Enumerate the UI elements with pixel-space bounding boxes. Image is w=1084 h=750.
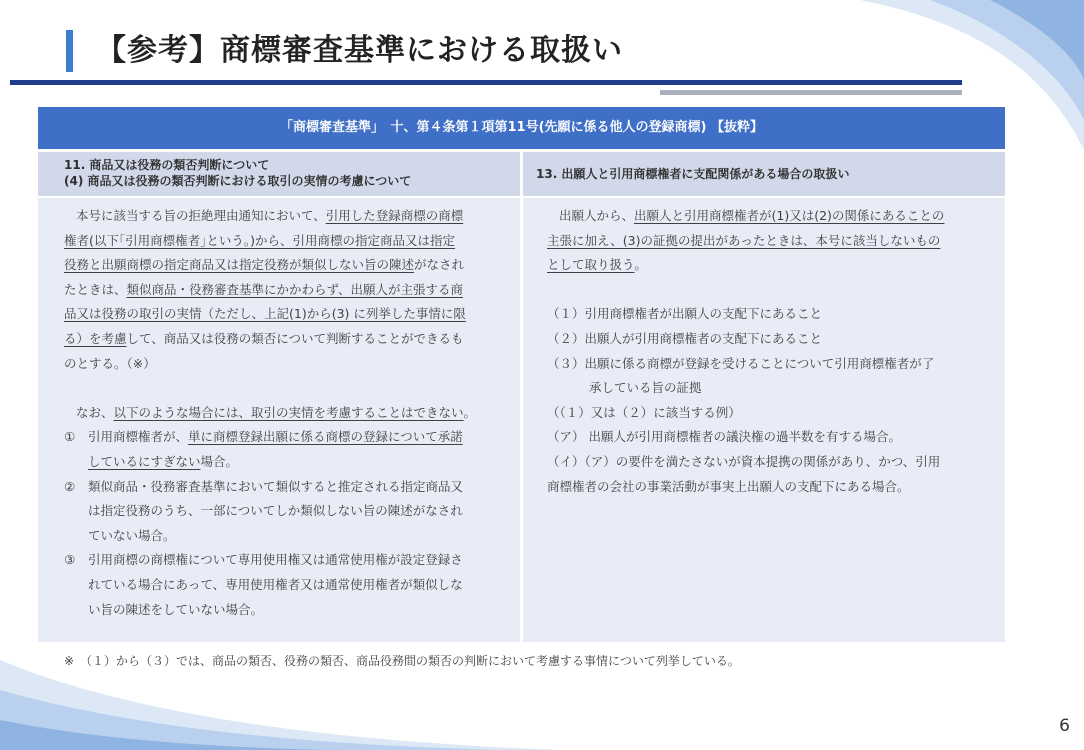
right-column-heading [523,152,1005,196]
page-number: 6 [1059,716,1070,736]
text-line: は指定役務のうち、一部についてしか類似しない旨の陳述がなされ [88,503,463,519]
text-line: ていない場合。 [88,527,176,543]
list-item [64,548,510,622]
text-line: れている場合にあって、専用使用権者又は通常使用権者が類似しな [88,576,463,592]
example-heading: （（１）又は（２）に該当する例） [547,404,741,420]
left-column-body [38,198,520,642]
list-item [64,425,510,474]
text-line: 役務と出願商標の指定商品又は指定役務が類似しない旨の陳述がなされ [64,257,465,273]
example-item: （ア） 出願人が引用商標権者の議決権の過半数を有する場合。 [547,429,901,445]
text-line: ② 類似商品・役務審査基準において類似すると推定される指定商品又 [64,475,510,500]
right-heading-text: 13. 出願人と引用商標権者に支配関係がある場合の取扱い [536,167,850,181]
criteria-table [38,107,1005,642]
item-number: ① [64,429,76,445]
text-line: ③ 引用商標の商標権について専用使用権又は通常使用権が設定登録さ [64,548,510,573]
list-item: （２）出願人が引用商標権者の支配下にあること [547,330,823,346]
title-underline-gray [660,90,962,95]
list-item-continuation: 承している旨の証拠 [589,380,702,396]
title-underline [10,80,962,85]
text-line: しているにすぎない場合。 [88,453,239,469]
page-title: 【参考】商標審査基準における取扱い [96,33,623,68]
example-item: （イ）（ア）の要件を満たさないが資本提携の関係があり、かつ、引用 [547,453,941,469]
item-number: ③ [64,552,76,568]
text-line: 本号に該当する旨の拒絶理由通知において、引用した登録商標の商標 [76,208,464,223]
text-line: い旨の陳述をしていない場合。 [88,601,264,617]
list-item: （１）引用商標権者が出願人の支配下にあること [547,306,823,322]
text-line: 品又は役務の取引の実情（ただし、上記(1)から(3) に列挙した事情に限 [64,306,466,322]
text-line: として取り扱う。 [547,257,648,273]
example-item-continuation: 商標権者の会社の事業活動が事実上出願人の支配下にある場合。 [547,478,910,494]
text-line: ① 引用商標権者が、単に商標登録出願に係る商標の登録について承諾 [64,425,510,450]
table-header: 「商標審査基準」 十、第４条第１項第11号(先願に係る他人の登録商標) 【抜粋】 [38,107,1005,149]
left-para1 [64,204,510,376]
text-line: 主張に加え、(3)の証拠の提出があったときは、本号に該当しないもの [547,232,941,248]
left-heading-line1: 11. 商品又は役務の類否判断について [64,158,270,172]
item-number: ② [64,478,76,494]
footnote: ※ （１）から（３）では、商品の類否、役務の類否、商品役務間の類否の判断において考慮する事情について列挙している。 [64,654,740,668]
list-item [64,475,510,549]
text-line: 権者(以下｢引用商標権者｣という。)から、引用商標の指定商品又は指定 [64,232,456,248]
list-item: （３）出願に係る商標が登録を受けることについて引用商標権者が了 [547,355,935,371]
left-para2: なお、以下のような場合には、取引の実情を考慮することはできない。 [76,404,477,420]
text-line: たときは、類似商品・役務審査基準にかかわらず、出願人が主張する商 [64,281,464,297]
right-para1 [547,204,993,278]
left-heading-line2: (4) 商品又は役務の類否判断における取引の実情の考慮について [64,174,412,188]
text-line: る）を考慮して、商品又は役務の類否について判断することができるも [64,330,464,346]
blank-line [547,278,993,303]
text-line: 出願人から、出願人と引用商標権者が(1)又は(2)の関係にあることの [559,208,945,223]
left-column-heading [38,152,520,196]
blank-line [64,376,510,401]
right-column-body [523,198,1005,642]
title-accent-bar [66,30,73,72]
text-line: のとする。（※） [64,355,156,371]
